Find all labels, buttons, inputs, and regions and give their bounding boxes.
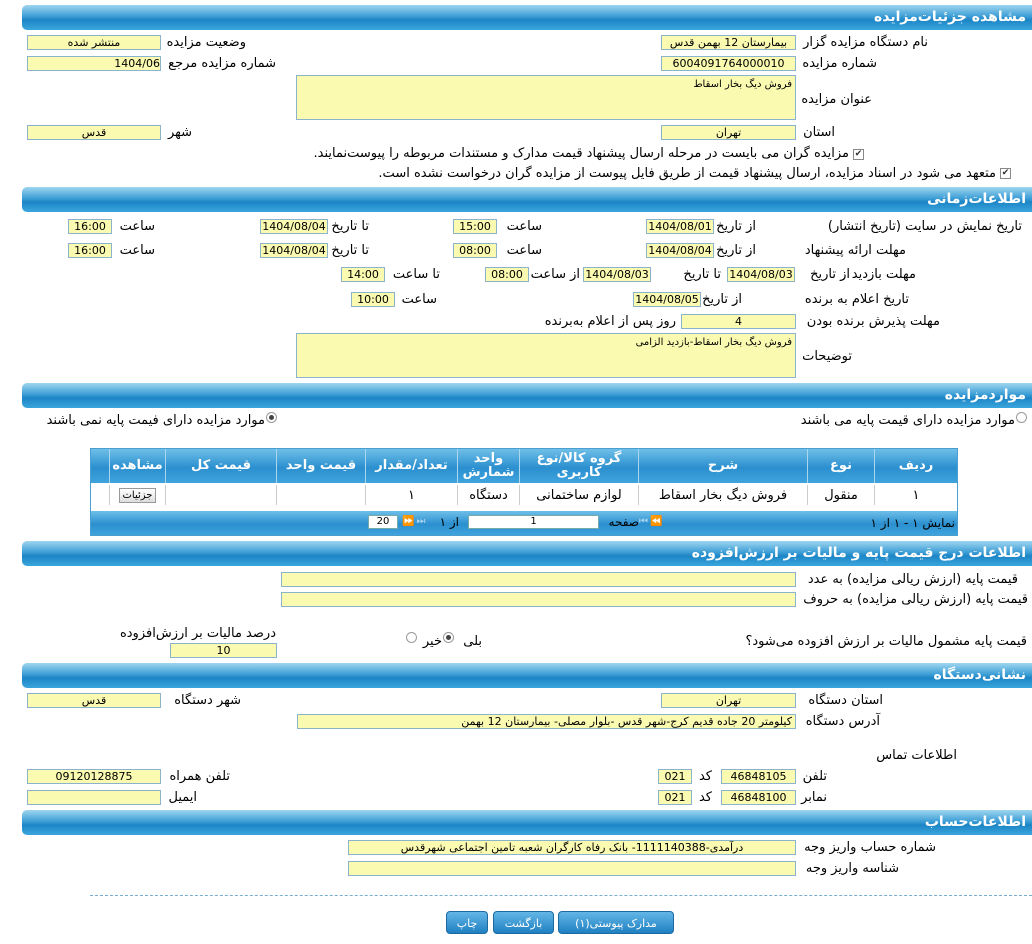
status-label: وضعیت مزایده xyxy=(166,35,246,50)
fax-code-field: 021 xyxy=(658,790,692,805)
base-price-words-label: قیمت پایه (ارزش ریالی مزایده) به حروف xyxy=(803,592,1028,607)
offer-deadline-label: مهلت ارائه پیشنهاد xyxy=(804,243,906,258)
cell-total-price xyxy=(165,485,276,505)
visit-to-label: تا تاریخ xyxy=(683,267,721,282)
section-header-price: اطلاعات درج قیمت پایه و مالیات بر ارزش‌افزوده xyxy=(22,541,1032,566)
fax-code-label: کد xyxy=(698,790,712,805)
phone-code-field: 021 xyxy=(658,769,692,784)
attach-docs-text: مزایده گران می بایست در مرحله ارسال پیشنهاد قیمت مدارک و مستندات مربوطه را پیوست‌نمایند. xyxy=(313,146,849,161)
pager-first-prev-icons[interactable]: ⏮⏪ xyxy=(639,516,665,527)
publish-to-label: تا تاریخ xyxy=(331,219,369,234)
publish-from-label: از تاریخ xyxy=(716,219,756,234)
col-header-total-price: قیمت کل xyxy=(165,449,276,483)
base-price-yes-label: موارد مزایده دارای قیمت پایه می باشند xyxy=(800,413,1015,428)
vat-percent-field: 10 xyxy=(170,643,277,658)
publish-date-label: تاریخ نمایش در سایت (تاریخ انتشار) xyxy=(827,219,1022,234)
base-price-no-radio[interactable] xyxy=(266,412,277,423)
col-header-row: ردیف xyxy=(874,449,957,483)
agency-province-field: تهران xyxy=(661,693,796,708)
vat-question-label: قیمت پایه مشمول مالیات بر ارزش افزوده می‌شود؟ xyxy=(745,634,1027,649)
offer-from-label: از تاریخ xyxy=(716,243,756,258)
visit-to-date: 1404/08/03 xyxy=(583,267,651,282)
agency-city-label: شهر دستگاه xyxy=(174,693,241,708)
divider xyxy=(90,895,1032,896)
base-price-no-label: موارد مزایده دارای فیمت پایه نمی باشند xyxy=(46,413,265,428)
offer-to-label: تا تاریخ xyxy=(331,243,369,258)
visit-from-hour-label: از ساعت xyxy=(530,267,580,282)
base-price-number-label: قیمت پایه (ارزش ریالی مزایده) به عدد xyxy=(807,572,1018,587)
winner-accept-days: 4 xyxy=(681,314,796,329)
offer-from-time: 08:00 xyxy=(453,243,497,258)
attach-docs-checkbox[interactable]: ✔ xyxy=(854,149,863,159)
agency-city-field: قدس xyxy=(27,693,161,708)
status-field: منتشر شده xyxy=(27,35,161,50)
phone-field: 46848105 xyxy=(721,769,796,784)
winner-announce-time: 10:00 xyxy=(351,292,395,307)
no-attach-commitment-text: متعهد می شود در اسناد مزایده، ارسال پیشنهاد قیمت از طریق فایل پیوست از مزایده گران درخواست نشده است. xyxy=(378,166,996,181)
agency-province-label: استان دستگاه xyxy=(808,693,883,708)
auction-title-field: فروش دیگ بخار اسقاط xyxy=(296,75,796,120)
fax-field: 46848100 xyxy=(721,790,796,805)
cell-description: فروش دیگ بخار اسقاط xyxy=(638,485,807,505)
ref-number-label: شماره مزایده مرجع xyxy=(168,56,276,71)
winner-accept-suffix: روز پس از اعلام به‌برنده xyxy=(544,314,676,329)
cell-unit: دستگاه xyxy=(457,485,519,505)
city-label: شهر xyxy=(167,125,192,140)
col-header-description: شرح xyxy=(638,449,807,483)
agency-name-field: بیمارستان 12 بهمن قدس xyxy=(661,35,796,50)
cell-view xyxy=(109,485,165,505)
visit-to-time: 14:00 xyxy=(341,267,385,282)
cell-row-number: ۱ xyxy=(874,485,957,505)
winner-announce-hour-label: ساعت xyxy=(401,292,437,307)
pager-of-text: از ۱ xyxy=(439,515,459,529)
offer-from-date: 1404/08/04 xyxy=(646,243,714,258)
base-price-yes-radio[interactable] xyxy=(1016,412,1027,423)
province-field: تهران xyxy=(661,125,796,140)
publish-to-date: 1404/08/04 xyxy=(260,219,328,234)
mobile-label: تلفن همراه xyxy=(169,769,230,784)
agency-address-label: آدرس دستگاه xyxy=(805,714,880,729)
publish-to-time: 16:00 xyxy=(68,219,112,234)
contact-info-label: اطلاعات تماس xyxy=(876,748,957,763)
visit-from-date: 1404/08/03 xyxy=(727,267,795,282)
visit-from-time: 08:00 xyxy=(485,267,529,282)
vat-yes-radio[interactable] xyxy=(443,632,454,643)
account-number-field: درآمدی-1111140388- بانک رفاه کارگران شعبه تامین اجتماعی شهرقدس xyxy=(348,840,796,855)
visit-from-label: از تاریخ xyxy=(810,267,850,282)
offer-to-date: 1404/08/04 xyxy=(260,243,328,258)
cell-quantity: ۱ xyxy=(365,485,457,505)
winner-announce-label: تاریخ اعلام به برنده xyxy=(804,292,909,307)
publish-from-date: 1404/08/01 xyxy=(646,219,714,234)
cell-unit-price xyxy=(276,485,365,505)
city-field: قدس xyxy=(27,125,161,140)
section-header-items: موارد‌مزایده xyxy=(22,383,1032,408)
no-attach-commitment-checkbox[interactable]: ✔ xyxy=(1001,168,1010,178)
auction-number-field: 6004091764000010 xyxy=(661,56,796,71)
section-header-account: اطلاعات‌حساب xyxy=(22,810,1032,835)
vat-no-label: خیر xyxy=(422,634,442,649)
col-header-unit: واحد شمارش xyxy=(457,449,519,483)
auction-number-label: شماره مزایده xyxy=(802,56,877,71)
col-header-quantity: تعداد/مقدار xyxy=(365,449,457,483)
offer-to-hour-label: ساعت xyxy=(119,243,155,258)
section-header-time: اطلاعات‌زمانی xyxy=(22,187,1032,212)
ref-number-field: 1404/06 xyxy=(27,56,161,71)
items-table-header xyxy=(91,449,957,483)
pager-page-label: صفحه xyxy=(608,515,639,529)
back-button[interactable]: بازگشت xyxy=(493,911,554,934)
vat-percent-label: درصد مالیات بر ارزش‌افزوده xyxy=(119,626,276,641)
base-price-words-field xyxy=(281,592,796,607)
payment-id-field xyxy=(348,861,796,876)
publish-from-hour-label: ساعت xyxy=(506,219,542,234)
attachments-button[interactable]: مدارک پیوستی(۱) xyxy=(558,911,674,934)
items-pager xyxy=(91,511,957,535)
phone-label: تلفن xyxy=(802,769,827,784)
offer-from-hour-label: ساعت xyxy=(506,243,542,258)
auction-title-label: عنوان مزایده xyxy=(801,92,872,107)
mobile-field: 09120128875 xyxy=(27,769,161,784)
cell-category: لوازم ساختمانی xyxy=(519,485,638,505)
pager-page-input[interactable]: 1 xyxy=(468,515,599,529)
pager-next-last-icons[interactable]: ⏩⏭ xyxy=(402,516,428,527)
col-header-category: گروه کالا/نوع کاربری xyxy=(519,449,638,483)
phone-code-label: کد xyxy=(698,769,712,784)
winner-announce-from-label: از تاریخ xyxy=(702,292,742,307)
fax-label: نمابر xyxy=(801,790,827,805)
description-label: توضیحات xyxy=(802,349,852,364)
payment-id-label: شناسه واریز وجه xyxy=(805,861,899,876)
details-button[interactable]: جزئیات xyxy=(119,488,157,503)
publish-from-time: 15:00 xyxy=(453,219,497,234)
col-header-view: مشاهده xyxy=(109,449,165,483)
email-field xyxy=(27,790,161,805)
pager-showing-text: نمایش ۱ - ۱ از ۱ xyxy=(870,516,955,530)
agency-name-label: نام دستگاه مزایده گزار xyxy=(803,35,928,50)
winner-announce-date: 1404/08/05 xyxy=(633,292,701,307)
visit-to-hour-label: تا ساعت xyxy=(392,267,440,282)
section-header-agency: نشانی‌دستگاه xyxy=(22,663,1032,688)
items-table xyxy=(90,448,958,536)
cell-type: منقول xyxy=(807,485,874,505)
col-header-unit-price: قیمت واحد xyxy=(276,449,365,483)
province-label: استان xyxy=(803,125,835,140)
winner-accept-label: مهلت پذیرش برنده بودن xyxy=(806,314,940,329)
agency-address-field: کیلومتر 20 جاده قدیم کرج-شهر قدس -بلوار مصلی- بیمارستان 12 بهمن xyxy=(297,714,796,729)
print-button[interactable]: چاپ xyxy=(446,911,488,934)
col-header-type: نوع xyxy=(807,449,874,483)
account-number-label: شماره حساب واریز وجه xyxy=(804,840,936,855)
vat-yes-label: بلی xyxy=(463,634,482,649)
pager-size-input[interactable]: 20 xyxy=(368,515,398,529)
email-label: ایمیل xyxy=(168,790,197,805)
offer-to-time: 16:00 xyxy=(68,243,112,258)
section-header-details: مشاهده جزئیات‌مزایده xyxy=(22,5,1032,30)
base-price-number-field xyxy=(281,572,796,587)
vat-no-radio[interactable] xyxy=(406,632,417,643)
visit-deadline-label: مهلت بازدید xyxy=(851,267,916,282)
description-field: فروش دیگ بخار اسقاط-بازدید الزامی xyxy=(296,333,796,378)
publish-to-hour-label: ساعت xyxy=(119,219,155,234)
